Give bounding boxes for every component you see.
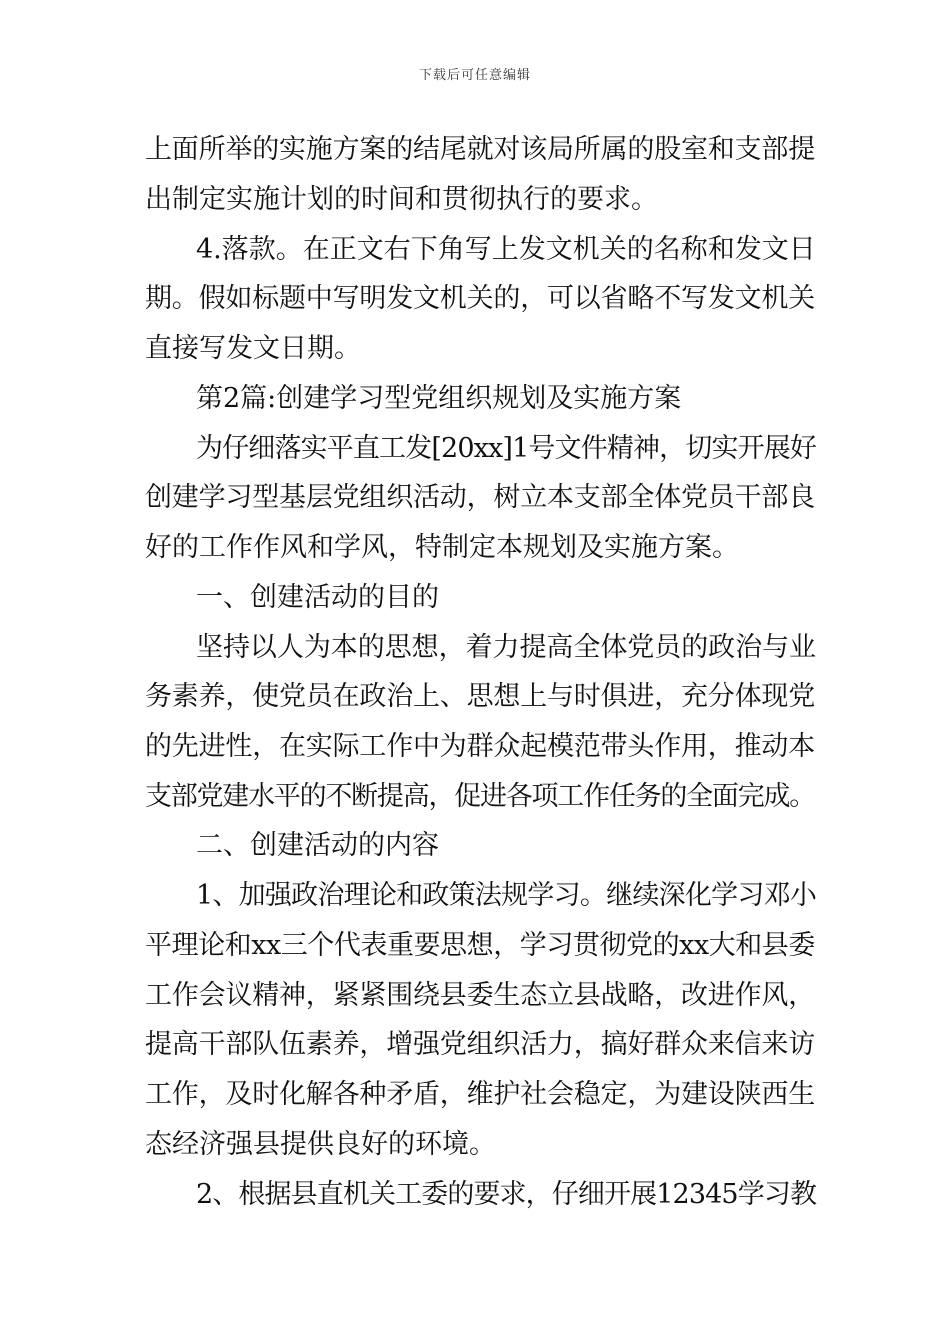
page-header: 下载后可任意编辑: [418, 68, 531, 83]
body-line: 好的工作作风和学风，特制定本规划及实施方案。: [145, 532, 739, 563]
body-line: 创建学习型基层党组织活动，树立本支部全体党员干部良: [145, 482, 815, 513]
body-line: 工作，及时化解各种矛盾，维护社会稳定，为建设陕西生: [145, 1079, 815, 1110]
body-line: 期。假如标题中写明发文机关的，可以省略不写发文机关: [145, 283, 815, 314]
subheading: 一、创建活动的目的: [196, 582, 439, 613]
body-line: 提高干部队伍素养，增强党组织活力，搞好群众来信来访: [145, 1029, 815, 1060]
body-line: 态经济强县提供良好的环境。: [145, 1129, 496, 1160]
body-line: 支部党建水平的不断提高，促进各项工作任务的全面完成。: [145, 781, 815, 812]
body-line: 的先进性，在实际工作中为群众起模范带头作用，推动本: [145, 731, 815, 762]
body-line: 工作会议精神，紧紧围绕县委生态立县战略，改进作风，: [145, 980, 815, 1011]
body-line: 出制定实施计划的时间和贯彻执行的要求。: [145, 184, 658, 215]
body-line: 直接写发文日期。: [145, 333, 361, 364]
body-line: 1、加强政治理论和政策法规学习。继续深化学习邓小: [196, 880, 817, 911]
body-line: 为仔细落实平直工发[20xx]1号文件精神，切实开展好: [196, 433, 817, 464]
body-line: 4.落款。在正文右下角写上发文机关的名称和发文日: [196, 234, 816, 265]
body-line: 坚持以人为本的思想，着力提高全体党员的政治与业: [196, 632, 816, 663]
body-line: 上面所举的实施方案的结尾就对该局所属的股室和支部提: [145, 134, 815, 165]
section-title: 第2篇:创建学习型党组织规划及实施方案: [196, 383, 682, 414]
body-line: 平理论和xx三个代表重要思想，学习贯彻党的xx大和县委: [145, 930, 815, 961]
body-line: 2、根据县直机关工委的要求，仔细开展12345学习教: [196, 1179, 817, 1210]
subheading: 二、创建活动的内容: [196, 830, 439, 861]
body-line: 务素养，使党员在政治上、思想上与时俱进，充分体现党: [145, 681, 815, 712]
